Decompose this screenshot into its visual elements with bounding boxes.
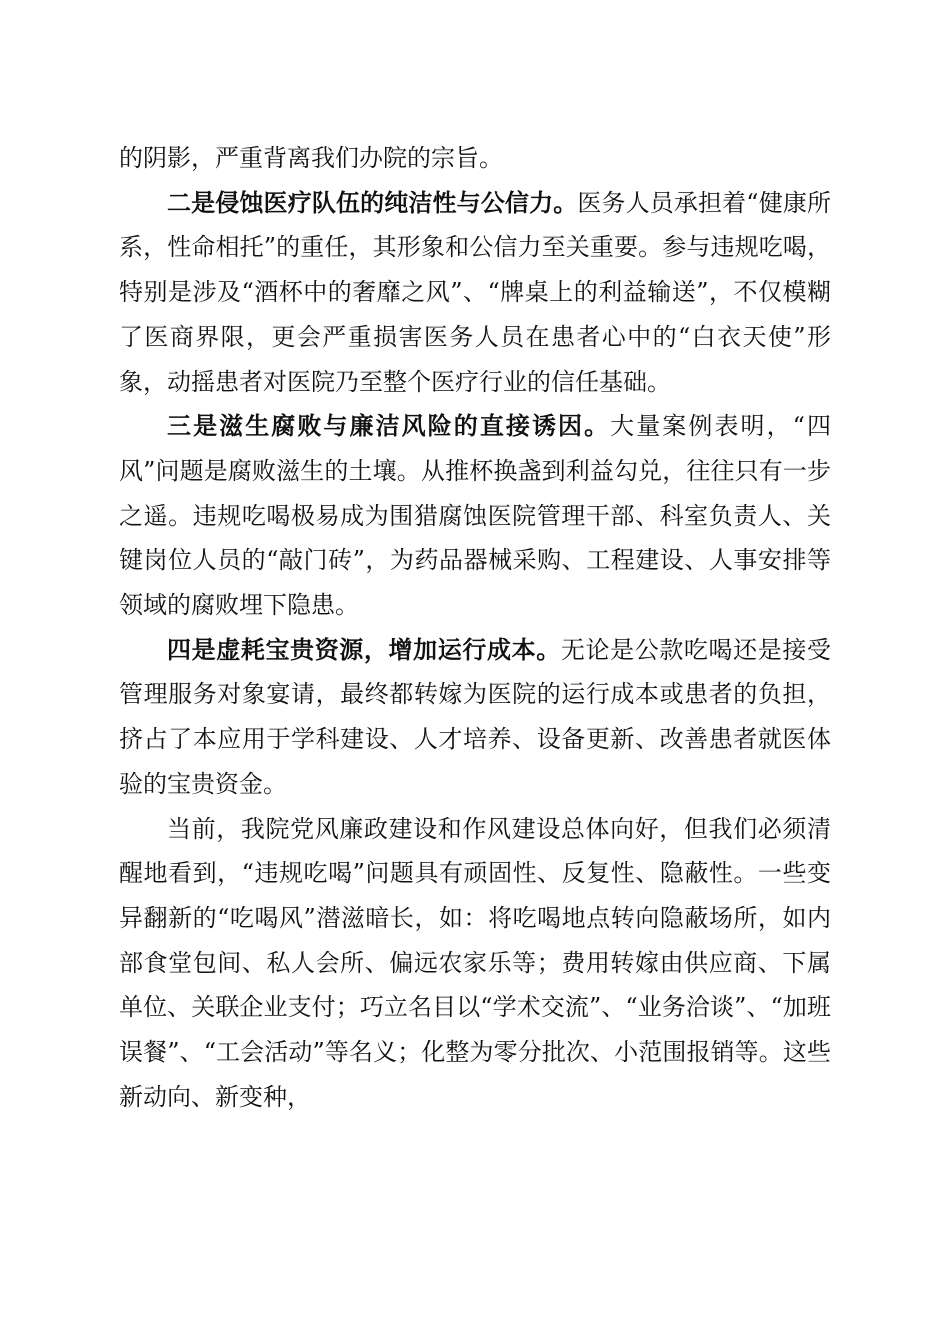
paragraph-continuation: [119, 136, 831, 181]
paragraph-lead: 四是虚耗宝贵资源，增加运行成本。: [167, 635, 561, 664]
paragraph-point-two: [119, 181, 831, 405]
paragraph-point-three: [119, 404, 831, 628]
paragraph-text: 当前，我院党风廉政建设和作风建设总体向好，但我们必须清醒地看到，“违规吃喝”问题具有顽固性、反复性、隐蔽性。一些变异翻新的“吃喝风”潜滋暗长，如：将吃喝地点转向隐蔽场所，如内部食堂包间、私人会所、偏远农家乐等；费用转嫁由供应商、下属单位、关联企业支付；巧立名目以“学术交流”、“业务洽谈”、“加班误餐”、“工会活动”等名义；化整为零分批次、小范围报销等。这些新动向、新变种，: [119, 814, 831, 1111]
paragraph-point-four: [119, 628, 831, 807]
paragraph-text: 无论是公款吃喝还是接受管理服务对象宴请，最终都转嫁为医院的运行成本或患者的负担，挤占了本应用于学科建设、人才培养、设备更新、改善患者就医体验的宝贵资金。: [119, 635, 832, 798]
paragraph-lead: 三是滋生腐败与廉洁风险的直接诱因。: [167, 412, 611, 441]
paragraph-current-situation: [119, 807, 831, 1120]
paragraph-text: 医务人员承担着“健康所系，性命相托”的重任，其形象和公信力至关重要。参与违规吃喝，特别是涉及“酒杯中的奢靡之风”、“牌桌上的利益输送”，不仅模糊了医商界限，更会严重损害医务人员在患者心中的“白衣天使”形象，动摇患者对医院乃至整个医疗行业的信任基础。: [119, 188, 831, 396]
document-body: [119, 136, 831, 1119]
paragraph-text: 大量案例表明，“四风”问题是腐败滋生的土壤。从推杯换盏到利益勾兑，往往只有一步之遥。违规吃喝极易成为围猎腐蚀医院管理干部、科室负责人、关键岗位人员的“敲门砖”，为药品器械采购、工程建设、人事安排等领域的腐败埋下隐患。: [119, 412, 831, 620]
paragraph-lead: 二是侵蚀医疗队伍的纯洁性与公信力。: [167, 188, 578, 217]
paragraph-text: 的阴影，严重背离我们办院的宗旨。: [119, 144, 503, 172]
